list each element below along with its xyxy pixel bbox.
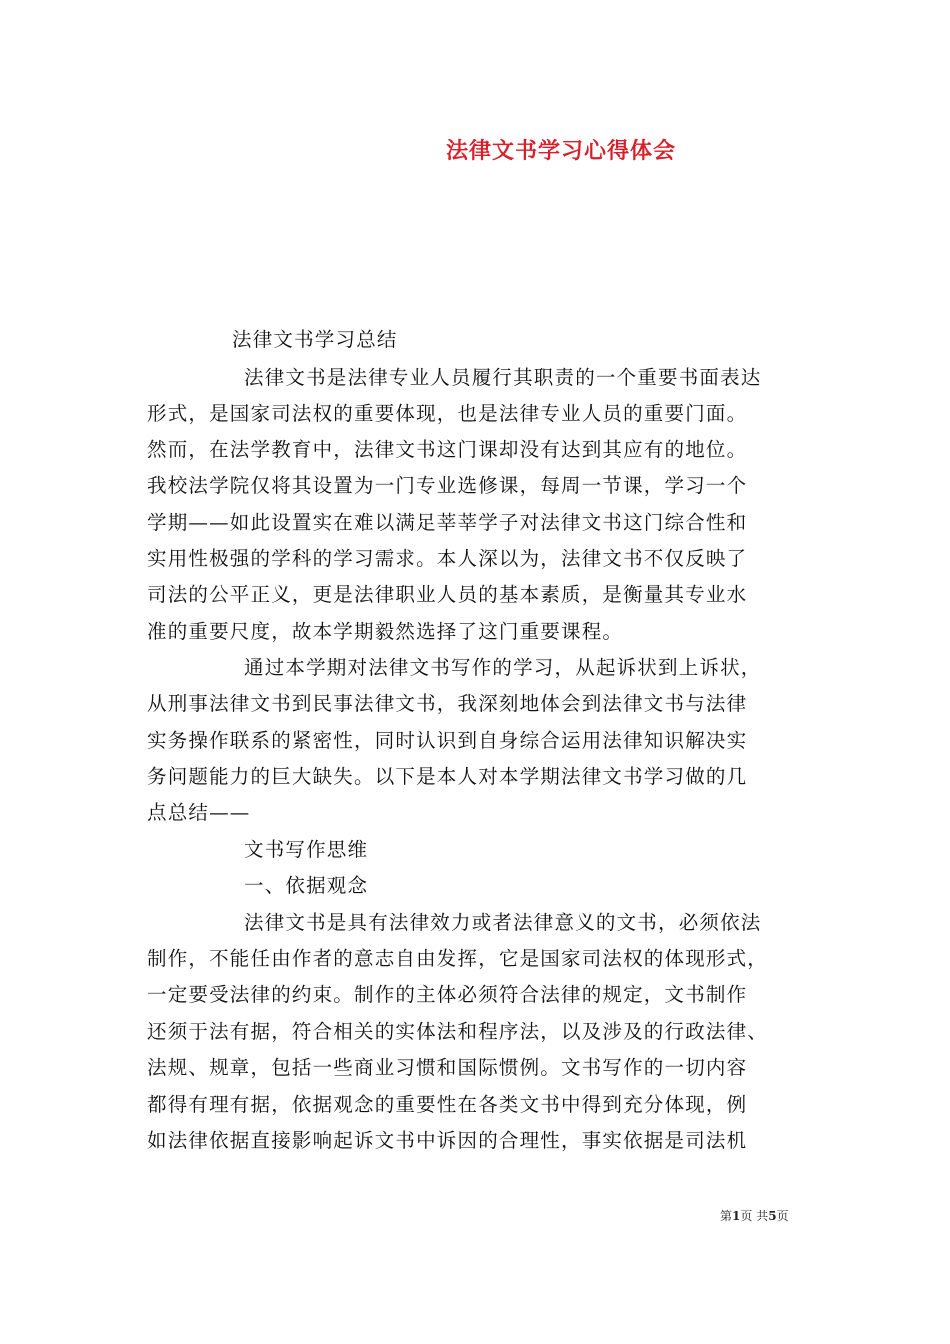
body-line: 实务操作联系的紧密性，同时认识到自身综合运用法律知识解决实: [147, 729, 748, 752]
body-line: 都得有理有据，依据观念的重要性在各类文书中得到充分体现，例: [147, 1093, 748, 1116]
section-heading: 文书写作思维: [244, 838, 369, 861]
body-line: 从刑事法律文书到民事法律文书，我深刻地体会到法律文书与法律: [147, 692, 748, 715]
page-footer: [720, 1207, 789, 1224]
body-line: 法律文书是法律专业人员履行其职责的一个重要书面表达: [244, 366, 762, 389]
body-line: 实用性极强的学科的学习需求。本人深以为，法律文书不仅反映了: [147, 547, 748, 570]
body-line: 准的重要尺度，故本学期毅然选择了这门重要课程。: [147, 620, 624, 643]
body-line: 学期——如此设置实在难以满足莘莘学子对法律文书这门综合性和: [147, 511, 748, 534]
footer-middle: 页 共: [740, 1209, 769, 1223]
body-line: 形式，是国家司法权的重要体现，也是法律专业人员的重要门面。: [147, 402, 748, 425]
body-line: 如法律依据直接影响起诉文书中诉因的合理性，事实依据是司法机: [147, 1129, 748, 1152]
body-line: 一定要受法律的约束。制作的主体必须符合法律的规定，文书制作: [147, 983, 748, 1006]
footer-total-pages: 5: [768, 1209, 777, 1223]
body-line: 务问题能力的巨大缺失。以下是本人对本学期法律文书学习做的几: [147, 765, 748, 788]
body-line: 然而，在法学教育中，法律文书这门课却没有达到其应有的地位。: [147, 438, 748, 461]
body-line: 点总结——: [147, 801, 251, 824]
body-line: 还须于法有据，符合相关的实体法和程序法，以及涉及的行政法律、: [147, 1020, 769, 1043]
document-title: 法律文书学习心得体会: [446, 138, 677, 164]
body-line: 法规、规章，包括一些商业习惯和国际惯例。文书写作的一切内容: [147, 1056, 748, 1079]
body-line: 法律文书是具有法律效力或者法律意义的文书，必须依法: [244, 911, 762, 934]
body-line: 通过本学期对法律文书写作的学习，从起诉状到上诉状，: [244, 656, 762, 679]
body-line: 我校法学院仅将其设置为一门专业选修课，每周一节课，学习一个: [147, 474, 748, 497]
footer-current-page: 1: [732, 1209, 741, 1223]
section-heading: 法律文书学习总结: [232, 328, 398, 351]
body-line: 司法的公平正义，更是法律职业人员的基本素质，是衡量其专业水: [147, 583, 748, 606]
footer-prefix: 第: [720, 1209, 733, 1223]
section-heading: 一、依据观念: [244, 874, 369, 897]
footer-suffix: 页: [776, 1209, 789, 1223]
body-line: 制作，不能任由作者的意志自由发挥，它是国家司法权的体现形式，: [147, 947, 769, 970]
